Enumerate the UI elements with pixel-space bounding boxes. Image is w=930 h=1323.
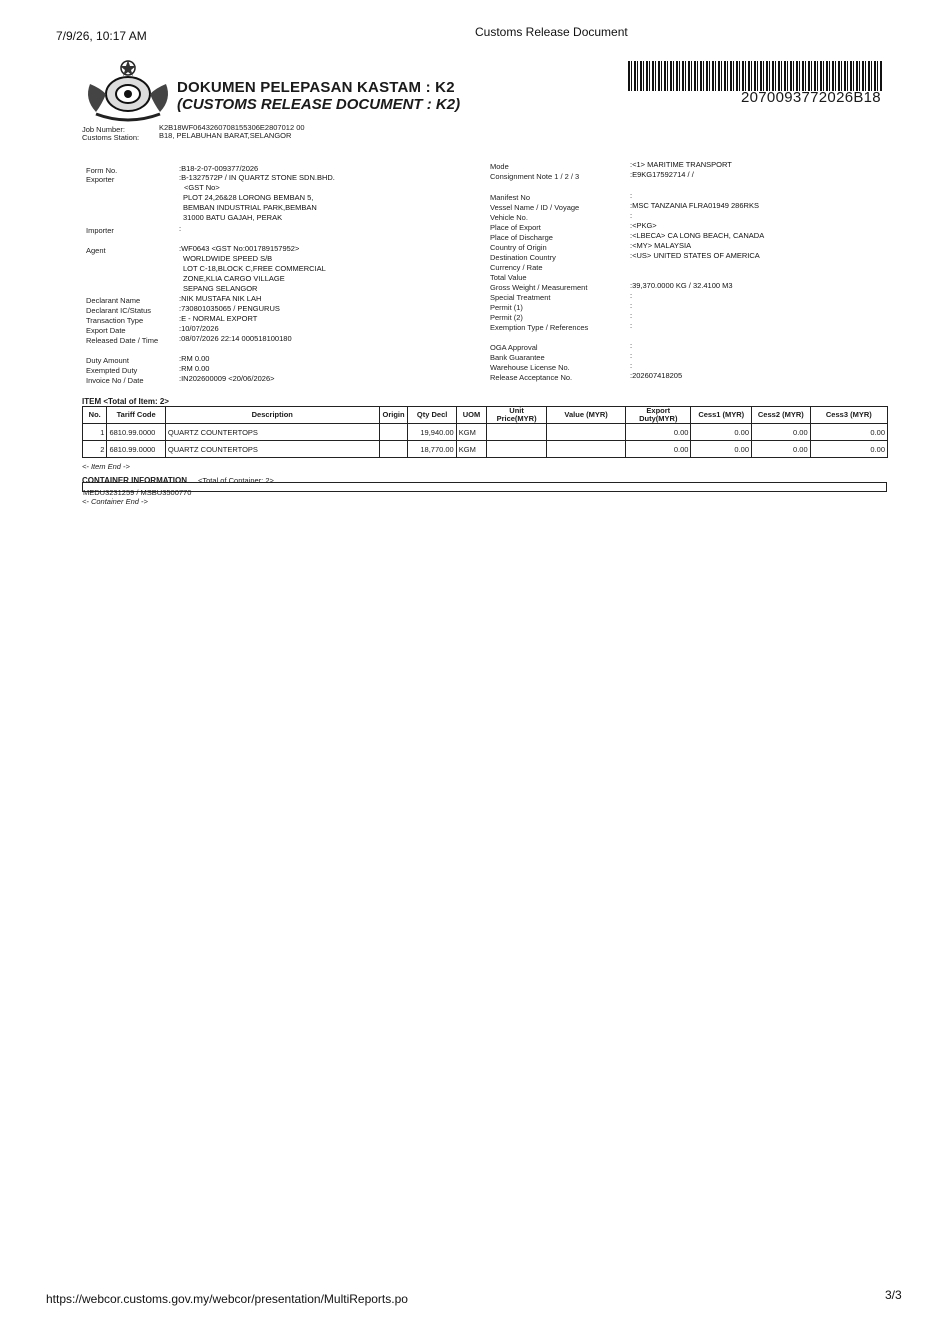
export-date-label: Export Date <box>86 326 126 335</box>
agent-line-1: :WF0643 <GST No:001789157952> <box>179 244 300 253</box>
print-url: https://webcor.customs.gov.my/webcor/presentation/MultiReports.po <box>46 1292 408 1306</box>
row-uom: KGM <box>456 441 486 458</box>
exporter-line-1: :B-1327572P / IN QUARTZ STONE SDN.BHD. <box>179 173 335 182</box>
place-of-export-label: Place of Export <box>490 223 541 232</box>
exporter-line-5: 31000 BATU GAJAH, PERAK <box>183 213 283 222</box>
transaction-type: :E - NORMAL EXPORT <box>179 314 258 323</box>
country-origin: :<MY> MALAYSIA <box>630 241 692 250</box>
container-section-title: CONTAINER INFORMATION <box>82 476 188 485</box>
col-description: Description <box>165 407 379 424</box>
row-description: QUARTZ COUNTERTOPS <box>165 441 379 458</box>
released-label: Released Date / Time <box>86 336 159 345</box>
exempted-duty: :RM 0.00 <box>179 364 210 373</box>
permit1-label: Permit (1) <box>490 303 523 312</box>
col-origin: Origin <box>379 407 408 424</box>
oga-label: OGA Approval <box>490 343 538 352</box>
row-export-duty: 0.00 <box>626 424 691 441</box>
items-header-row <box>83 407 888 424</box>
vessel-label: Vessel Name / ID / Voyage <box>490 203 580 212</box>
container-end-marker: <- Container End -> <box>82 497 148 506</box>
job-number: K2B18WF0643260708155306E2807012 00 <box>159 123 305 132</box>
form-no: :B18-2-07-009377/2026 <box>179 164 259 173</box>
duty-amount: :RM 0.00 <box>179 354 210 363</box>
currency-label: Currency / Rate <box>490 263 543 272</box>
special-treatment-label: Special Treatment <box>490 293 551 302</box>
col-unit-price: Unit Price(MYR) <box>487 407 547 424</box>
importer-label: Importer <box>86 226 114 235</box>
declarant-ic: :730801035065 / PENGURUS <box>179 304 280 313</box>
exporter-line-2: <GST No> <box>184 183 220 192</box>
exporter-line-3: PLOT 24,26&28 LORONG BEMBAN 5, <box>183 193 314 202</box>
row-cess1: 0.00 <box>691 441 752 458</box>
exporter-label: Exporter <box>86 175 115 184</box>
row-tariff: 6810.99.0000 <box>107 424 165 441</box>
row-cess2: 0.00 <box>752 441 811 458</box>
release-acceptance: :202607418205 <box>630 371 683 380</box>
mode-label: Mode <box>490 162 509 171</box>
oga-value: : <box>630 341 633 350</box>
country-origin-label: Country of Origin <box>490 243 547 252</box>
duty-amount-label: Duty Amount <box>86 356 129 365</box>
row-unit-price <box>487 424 547 441</box>
consignment-value: :E9KG17592714 / / <box>630 170 694 179</box>
place-of-export: :<PKG> <box>630 221 657 230</box>
exporter-line-4: BEMBAN INDUSTRIAL PARK,BEMBAN <box>183 203 317 212</box>
table-row <box>83 441 888 458</box>
station-label: Customs Station: <box>82 133 140 142</box>
invoice-value: :IN202600009 <20/06/2026> <box>179 374 275 383</box>
destination-value: :<US> UNITED STATES OF AMERICA <box>630 251 760 260</box>
vehicle-value: : <box>630 211 633 220</box>
agent-line-2: WORLDWIDE SPEED S/B <box>183 254 273 263</box>
print-page-title: Customs Release Document <box>475 25 628 39</box>
container-value: MEDU3231259 / MSBU3500770 <box>83 488 192 497</box>
vessel-value: :MSC TANZANIA FLRA01949 286RKS <box>630 201 759 210</box>
agent-line-5: SEPANG SELANGOR <box>183 284 258 293</box>
row-cess3: 0.00 <box>810 441 887 458</box>
transaction-label: Transaction Type <box>86 316 144 325</box>
col-cess3: Cess3 (MYR) <box>810 407 887 424</box>
row-cess3: 0.00 <box>810 424 887 441</box>
col-value: Value (MYR) <box>547 407 626 424</box>
row-cess2: 0.00 <box>752 424 811 441</box>
agent-line-3: LOT C-18,BLOCK C,FREE COMMERCIAL <box>183 264 326 273</box>
permit1-value: : <box>630 301 633 310</box>
col-cess2: Cess2 (MYR) <box>752 407 811 424</box>
special-treatment: : <box>630 291 633 300</box>
row-value <box>547 424 626 441</box>
invoice-label: Invoice No / Date <box>86 376 144 385</box>
row-uom: KGM <box>456 424 486 441</box>
exemption-label: Exemption Type / References <box>490 323 589 332</box>
total-value-label: Total Value <box>490 273 527 282</box>
row-tariff: 6810.99.0000 <box>107 441 165 458</box>
row-description: QUARTZ COUNTERTOPS <box>165 424 379 441</box>
declarant-ic-label: Declarant IC/Status <box>86 306 152 315</box>
row-no: 2 <box>83 441 107 458</box>
col-no: No. <box>83 407 107 424</box>
document-title-en: (CUSTOMS RELEASE DOCUMENT : K2) <box>177 96 461 113</box>
col-uom: UOM <box>456 407 486 424</box>
declarant-name-label: Declarant Name <box>86 296 141 305</box>
importer-value: : <box>179 224 182 233</box>
items-table <box>82 406 888 458</box>
release-acceptance-label: Release Acceptance No. <box>490 373 573 382</box>
page-number: 3/3 <box>885 1288 902 1302</box>
row-origin <box>379 424 408 441</box>
row-unit-price <box>487 441 547 458</box>
mode-value: :<1> MARITIME TRANSPORT <box>630 160 732 169</box>
barcode-number: 2070093772026B18 <box>741 89 881 106</box>
station-value: B18, PELABUHAN BARAT,SELANGOR <box>159 131 292 140</box>
declarant-name: :NIK MUSTAFA NIK LAH <box>179 294 262 303</box>
print-datetime: 7/9/26, 10:17 AM <box>56 29 147 43</box>
place-of-discharge: :<LBECA> CA LONG BEACH, CANADA <box>630 231 765 240</box>
row-qty: 18,770.00 <box>408 441 456 458</box>
permit2-value: : <box>630 311 633 320</box>
col-qty: Qty Decl <box>408 407 456 424</box>
col-cess1: Cess1 (MYR) <box>691 407 752 424</box>
consignment-label: Consignment Note 1 / 2 / 3 <box>490 172 580 181</box>
table-row <box>83 424 888 441</box>
exempted-duty-label: Exempted Duty <box>86 366 138 375</box>
exemption-value: : <box>630 321 633 330</box>
container-box <box>82 482 887 492</box>
bank-guarantee: : <box>630 351 633 360</box>
job-number-label: Job Number: <box>82 125 125 134</box>
items-end-marker: <- Item End -> <box>82 462 130 471</box>
document-title-my: DOKUMEN PELEPASAN KASTAM : K2 <box>177 79 455 96</box>
form-no-label: Form No. <box>86 166 118 175</box>
permit2-label: Permit (2) <box>490 313 523 322</box>
warehouse-value: : <box>630 361 633 370</box>
row-cess1: 0.00 <box>691 424 752 441</box>
coat-of-arms-logo <box>82 54 174 124</box>
vehicle-label: Vehicle No. <box>490 213 528 222</box>
row-no: 1 <box>83 424 107 441</box>
bank-guarantee-label: Bank Guarantee <box>490 353 545 362</box>
row-value <box>547 441 626 458</box>
released-date: :08/07/2026 22:14 000518100180 <box>179 334 292 343</box>
container-total: <Total of Container: 2> <box>198 476 274 485</box>
manifest-value: : <box>630 191 633 200</box>
col-tariff: Tariff Code <box>107 407 165 424</box>
gross-weight-label: Gross Weight / Measurement <box>490 283 588 292</box>
destination-label: Destination Country <box>490 253 556 262</box>
row-origin <box>379 441 408 458</box>
barcode <box>628 61 882 91</box>
col-export-duty: Export Duty(MYR) <box>626 407 691 424</box>
row-qty: 19,940.00 <box>408 424 456 441</box>
items-section-title: ITEM <Total of Item: 2> <box>82 397 169 406</box>
agent-line-4: ZONE,KLIA CARGO VILLAGE <box>183 274 285 283</box>
manifest-label: Manifest No <box>490 193 531 202</box>
place-of-discharge-label: Place of Discharge <box>490 233 553 242</box>
agent-label: Agent <box>86 246 106 255</box>
row-export-duty: 0.00 <box>626 441 691 458</box>
warehouse-label: Warehouse License No. <box>490 363 570 372</box>
export-date: :10/07/2026 <box>179 324 219 333</box>
gross-weight: :39,370.0000 KG / 32.4100 M3 <box>630 281 733 290</box>
